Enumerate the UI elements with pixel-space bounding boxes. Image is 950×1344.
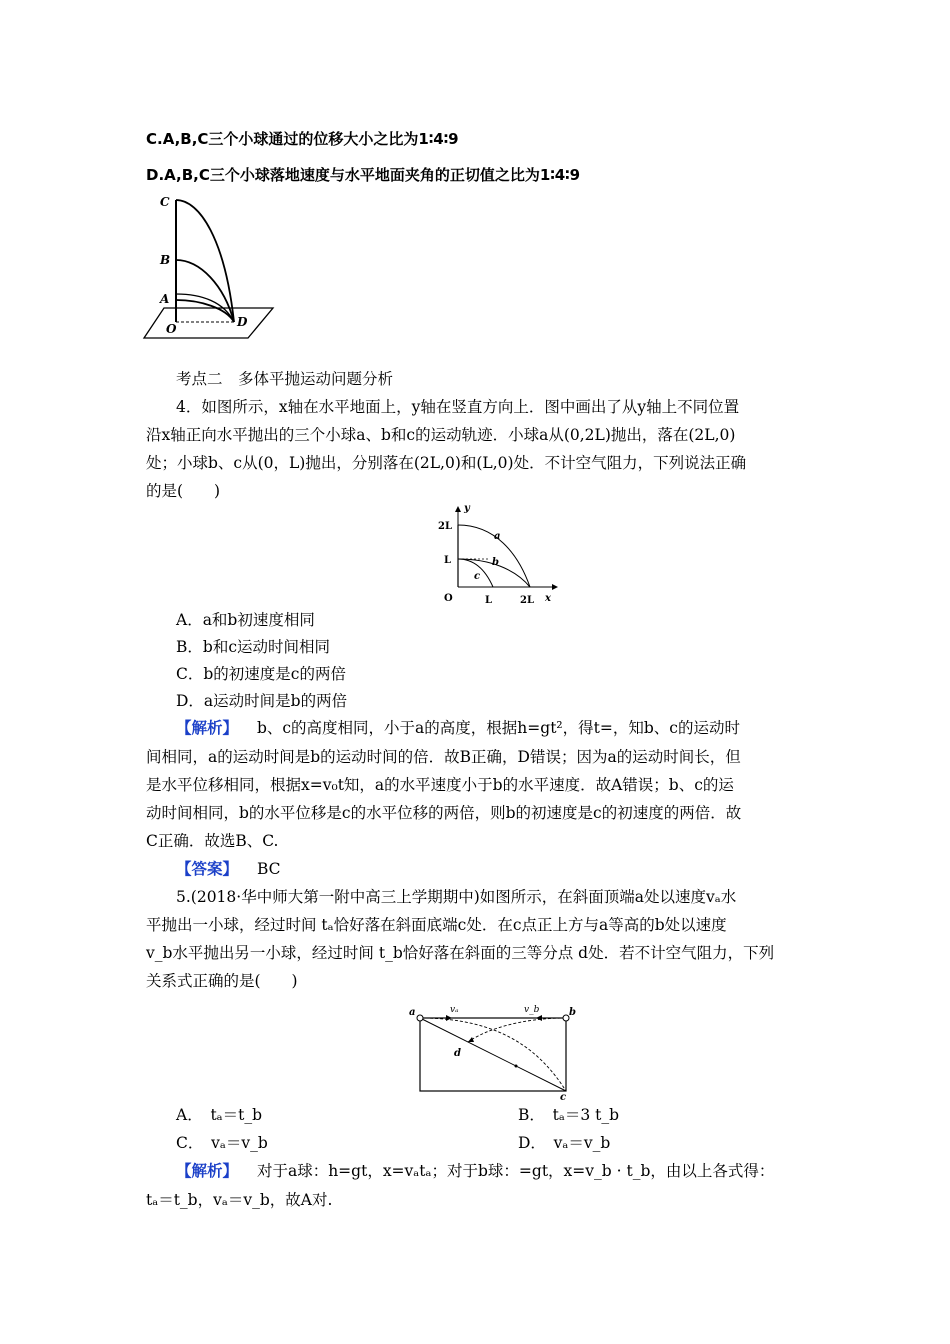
label-O: O — [166, 322, 177, 336]
point-c-label: c — [560, 1092, 567, 1100]
label-B: B — [160, 253, 171, 267]
q4-answer-tag: 【答案】 — [176, 859, 239, 878]
label-D: D — [237, 315, 248, 329]
velocity-a-label: vₐ — [450, 1005, 459, 1015]
q5-option-a: A． tₐ＝t_b — [176, 1106, 263, 1124]
q4-option-d: D．a运动时间是b的两倍 — [176, 692, 348, 710]
q5-analysis-tag: 【解析】 — [176, 1161, 239, 1180]
q4-option-b: B．b和c运动时间相同 — [176, 638, 330, 656]
q5-line-3: v_b水平抛出另一小球，经过时间 t_b恰好落在斜面的三等分点 d处．若不计空气阻力，下列 — [146, 944, 775, 962]
q4-analysis-first-line — [176, 718, 740, 738]
q4-analysis-line-1: b、c的高度相同，小于a的高度，根据h=gt²，得t=，知b、c的运动时 — [256, 719, 740, 737]
q5-analysis-line-1: 对于a球：h=gt，x=vₐtₐ；对于b球：=gt，x=v_b · t_b，由以上各式得： — [256, 1162, 775, 1180]
curve-label-a: a — [494, 531, 501, 542]
q4-answer: BC — [256, 860, 281, 878]
point-d-label: d — [454, 1048, 461, 1059]
q4-answer-line — [176, 859, 281, 879]
curve-label-b: b — [492, 557, 499, 568]
q4-analysis-line-2: 间相同，a的运动时间是b的运动时间的倍．故B正确，D错误；因为a的运动时间长，但 — [146, 748, 741, 766]
point-b-label: b — [569, 1007, 576, 1018]
q4-line-3: 处；小球b、c从(0，L)抛出，分别落在(2L,0)和(L,0)处．不计空气阻力，下列说法正确 — [146, 454, 747, 472]
velocity-b-label: v_b — [524, 1005, 540, 1015]
q4-analysis-line-5: C正确．故选B、C. — [146, 832, 279, 850]
option-d-prev: D.A,B,C三个小球落地速度与水平地面夹角的正切值之比为1∶4∶9 — [146, 166, 581, 184]
q4-line-2: 沿x轴正向水平抛出的三个小球a、b和c的运动轨迹．小球a从(0,2L)抛出，落在(2L,0) — [146, 426, 736, 444]
figure-q4-trajectories — [430, 503, 560, 608]
tick-L-x: L — [485, 595, 493, 606]
tick-2L-x: 2L — [520, 595, 534, 606]
q4-line-1: 4．如图所示，x轴在水平地面上，y轴在竖直方向上．图中画出了从y轴上不同位置 — [176, 398, 740, 416]
axis-y-label: y — [464, 503, 470, 514]
q4-analysis-line-4: 动时间相同，b的水平位移是c的水平位移的两倍，则b的初速度是c的初速度的两倍．故 — [146, 804, 742, 822]
option-c-prev: C.A,B,C三个小球通过的位移大小之比为1∶4∶9 — [146, 130, 459, 148]
tick-2L-y: 2L — [438, 521, 452, 532]
point-a-label: a — [409, 1007, 416, 1018]
figure-q5-incline — [400, 1000, 590, 1100]
q5-option-d: D． vₐ＝v_b — [518, 1134, 611, 1152]
q5-line-4: 关系式正确的是( ) — [146, 972, 298, 990]
q5-analysis-line-2: tₐ＝t_b，vₐ＝v_b，故A对. — [146, 1191, 333, 1209]
q4-option-c: C．b的初速度是c的两倍 — [176, 665, 346, 683]
figure-projectile-abc — [140, 190, 280, 345]
q5-line-2: 平抛出一小球，经过时间 tₐ恰好落在斜面底端c处．在c点正上方与a等高的b处以速度 — [146, 916, 727, 934]
origin-label: O — [444, 593, 453, 604]
q4-analysis-line-3: 是水平位移相同，根据x=v₀t知，a的水平速度小于b的水平速度．故A错误；b、c的运 — [146, 776, 734, 794]
q5-line-1: 5.(2018·华中师大第一附中高三上学期期中)如图所示，在斜面顶端a处以速度vₐ水 — [176, 888, 737, 906]
section-title: 考点二 多体平抛运动问题分析 — [176, 370, 394, 388]
axis-x-label: x — [545, 593, 551, 604]
q5-analysis-first-line — [176, 1161, 774, 1181]
q5-option-c: C． vₐ＝v_b — [176, 1134, 268, 1152]
q5-option-b: B． tₐ＝3 t_b — [518, 1106, 620, 1124]
curve-label-c: c — [474, 571, 481, 582]
q4-option-a: A．a和b初速度相同 — [176, 611, 315, 629]
q4-line-4: 的是( ) — [146, 482, 221, 500]
q4-analysis-tag: 【解析】 — [176, 718, 239, 737]
label-A: A — [160, 292, 170, 306]
label-C: C — [160, 195, 170, 209]
tick-L-y: L — [444, 555, 452, 566]
